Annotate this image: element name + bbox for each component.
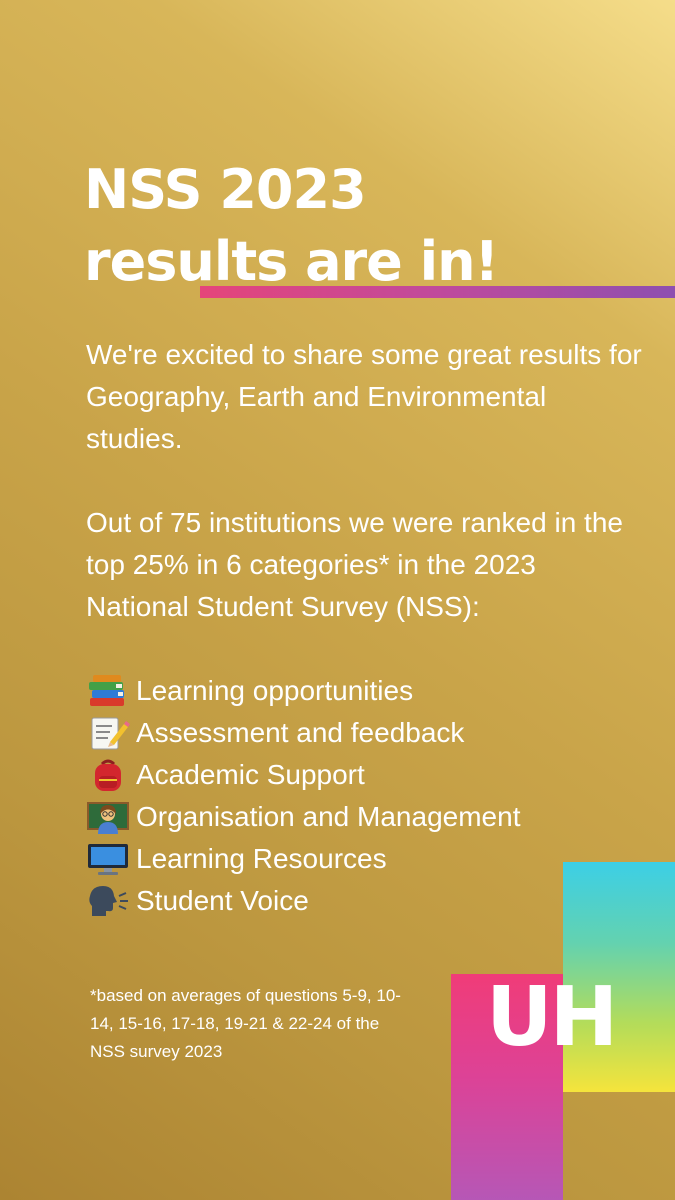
title-line-1: NSS 2023: [84, 158, 366, 221]
memo-icon: [86, 716, 130, 750]
title-line-2: results are in!: [84, 230, 499, 293]
list-item: [86, 796, 646, 838]
desktop-computer-icon: [86, 842, 130, 876]
speaking-head-icon: [86, 884, 130, 918]
list-item: [86, 712, 646, 754]
category-label: Assessment and feedback: [136, 717, 465, 748]
list-item: [86, 754, 646, 796]
list-item: [86, 670, 646, 712]
list-item: [86, 880, 646, 922]
uh-logo: UH: [486, 970, 616, 1065]
backpack-icon: [86, 758, 130, 792]
footnote: *based on averages of questions 5-9, 10-14, 15-16, 17-18, 19-21 & 22-24 of the NSS survey 2023: [90, 986, 401, 1061]
category-label: Student Voice: [136, 885, 309, 916]
category-label: Academic Support: [136, 759, 365, 790]
category-label: Organisation and Management: [136, 801, 521, 832]
category-label: Learning Resources: [136, 843, 387, 874]
ranking-text: Out of 75 institutions we were ranked in the top 25% in 6 categories* in the 2023 National Student Survey (NSS):: [86, 507, 623, 622]
teacher-icon: [86, 800, 130, 834]
category-list: [86, 670, 646, 922]
list-item: [86, 838, 646, 880]
intro-text: We're excited to share some great results for Geography, Earth and Environmental studies.: [86, 339, 642, 454]
books-icon: [86, 674, 130, 708]
category-label: Learning opportunities: [136, 675, 414, 706]
